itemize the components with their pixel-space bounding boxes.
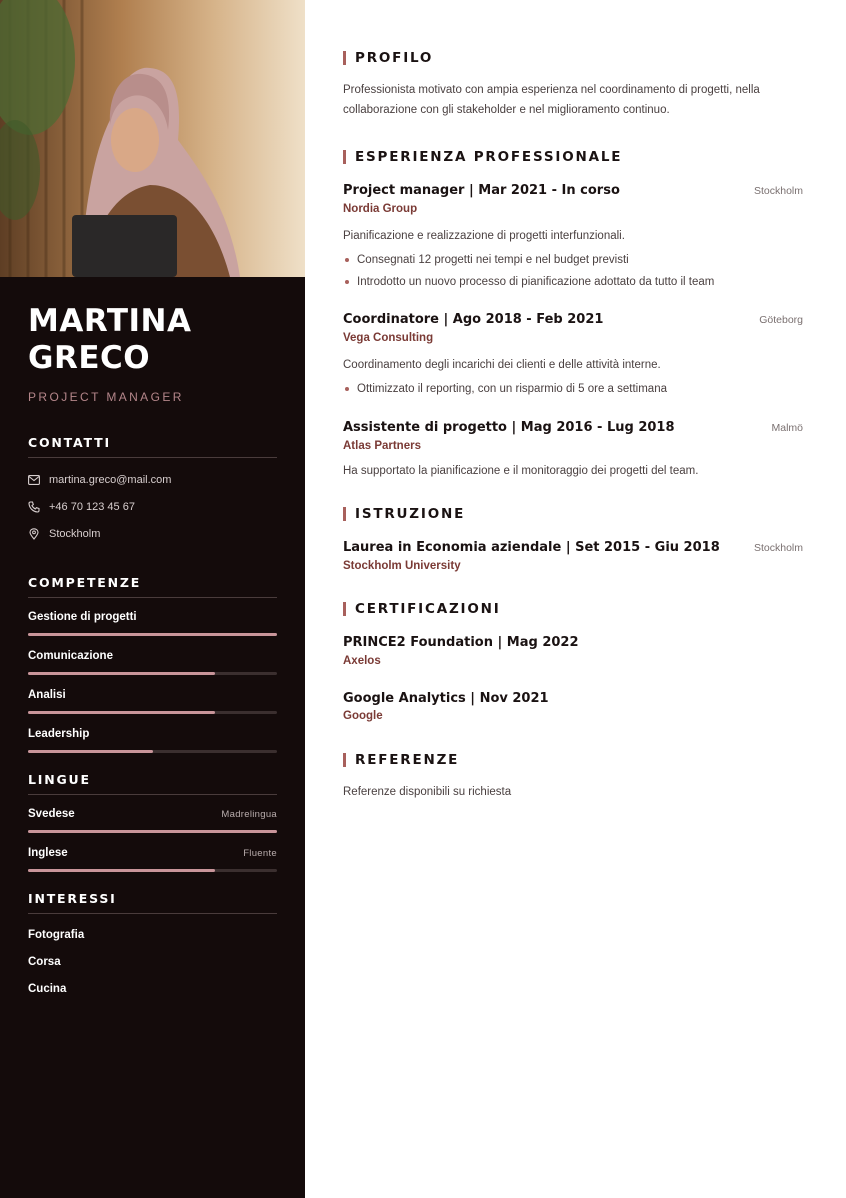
certification-title: Google Analytics | Nov 2021: [343, 691, 549, 706]
certification-title: PRINCE2 Foundation | Mag 2022: [343, 635, 579, 650]
job-title: Assistente di progetto | Mag 2016 - Lug 2018: [343, 420, 675, 435]
job-bullet: Consegnati 12 progetti nei tempi e nel budget previsti: [343, 254, 629, 266]
sidebar: [0, 0, 305, 1198]
language-name: Svedese: [28, 808, 75, 820]
skill-item: [28, 728, 277, 753]
skill-name: Leadership: [28, 728, 90, 740]
job-bullet: Introdotto un nuovo processo di pianificazione adottato da tutto il team: [343, 276, 714, 288]
contacts-list: [28, 466, 277, 547]
candidate-name: [28, 303, 277, 377]
profile-photo: [0, 0, 305, 277]
skill-name: Comunicazione: [28, 650, 113, 662]
experience-heading: ESPERIENZA PROFESSIONALE: [343, 149, 622, 165]
interest-item: Fotografia: [28, 929, 85, 941]
contact-phone[interactable]: [28, 493, 277, 520]
candidate-role: PROJECT MANAGER: [28, 390, 184, 404]
job-org: Vega Consulting: [343, 332, 434, 344]
contact-location: [28, 520, 277, 547]
job-title: Project manager | Mar 2021 - In corso: [343, 183, 620, 198]
contact-email-text: martina.greco@mail.com: [49, 473, 172, 486]
language-proficiency: Fluente: [243, 848, 277, 859]
languages-list: [28, 808, 277, 872]
skill-item: [28, 650, 277, 675]
interests-heading: INTERESSI: [28, 891, 277, 914]
job-location: Göteborg: [759, 314, 803, 326]
name-last: GRECO: [28, 340, 151, 376]
certification-org: Axelos: [343, 655, 381, 667]
references-heading: REFERENZE: [343, 752, 459, 768]
skills-heading: COMPETENZE: [28, 575, 277, 598]
skill-label-row: [28, 728, 277, 744]
languages-heading: LINGUE: [28, 772, 277, 795]
mail-icon: [28, 475, 40, 485]
skill-label-row: [28, 689, 277, 705]
job-org: Nordia Group: [343, 203, 418, 215]
sidebar-content: [28, 277, 277, 1003]
education-location: Stockholm: [753, 542, 803, 554]
skill-item: [28, 689, 277, 714]
skill-level-bar: [28, 633, 277, 636]
language-name: Inglese: [28, 847, 68, 859]
contact-phone-text: +46 70 123 45 67: [49, 500, 135, 513]
name-first: MARTINA: [28, 303, 192, 339]
references-text: Referenze disponibili su richiesta: [343, 786, 512, 798]
education-title: Laurea in Economia aziendale | Set 2015 - Giu 2018: [343, 540, 720, 555]
language-level-bar: [28, 830, 277, 833]
job-title: Coordinatore | Ago 2018 - Feb 2021: [343, 312, 604, 327]
language-item: [28, 847, 277, 872]
language-label-row: [28, 847, 277, 863]
contacts-heading: CONTATTI: [28, 435, 277, 458]
certification-org: Google: [343, 710, 383, 722]
skill-level-fill: [28, 750, 153, 753]
job-description: Ha supportato la pianificazione e il monitoraggio dei progetti del team.: [343, 465, 699, 477]
phone-icon: [28, 501, 40, 513]
skill-label-row: [28, 650, 277, 666]
profile-heading: PROFILO: [343, 50, 433, 66]
interest-item: Corsa: [28, 956, 61, 968]
interest-item: Cucina: [28, 983, 67, 995]
language-label-row: [28, 808, 277, 824]
interests-list: [28, 922, 277, 1003]
skill-level-fill: [28, 633, 277, 636]
skill-label-row: [28, 611, 277, 627]
education-org: Stockholm University: [343, 560, 461, 572]
certifications-heading: CERTIFICAZIONI: [343, 601, 501, 617]
job-org: Atlas Partners: [343, 440, 421, 452]
profile-text: Professionista motivato con ampia esperienza nel coordinamento di progetti, nella collaborazione con gli stakeholder e nel miglioramento continuo.: [343, 84, 760, 116]
language-level-bar: [28, 869, 277, 872]
education-heading: ISTRUZIONE: [343, 506, 465, 522]
skill-name: Gestione di progetti: [28, 611, 137, 623]
language-item: [28, 808, 277, 833]
skill-level-bar: [28, 672, 277, 675]
job-bullet: Ottimizzato il reporting, con un risparmio di 5 ore a settimana: [343, 383, 667, 395]
language-level-fill: [28, 830, 277, 833]
language-proficiency: Madrelingua: [221, 809, 277, 820]
job-location: Malmö: [771, 422, 803, 434]
skill-level-bar: [28, 750, 277, 753]
contact-email[interactable]: [28, 466, 277, 493]
job-location: Stockholm: [753, 185, 803, 197]
skill-name: Analisi: [28, 689, 66, 701]
contact-location-text: Stockholm: [49, 527, 101, 540]
job-description: Pianificazione e realizzazione di progetti interfunzionali.: [343, 230, 625, 242]
location-pin-icon: [28, 528, 40, 540]
skill-level-fill: [28, 711, 215, 714]
skills-list: [28, 611, 277, 753]
language-level-fill: [28, 869, 215, 872]
job-description: Coordinamento degli incarichi dei clienti e delle attività interne.: [343, 359, 661, 371]
skill-level-fill: [28, 672, 215, 675]
skill-item: [28, 611, 277, 636]
skill-level-bar: [28, 711, 277, 714]
